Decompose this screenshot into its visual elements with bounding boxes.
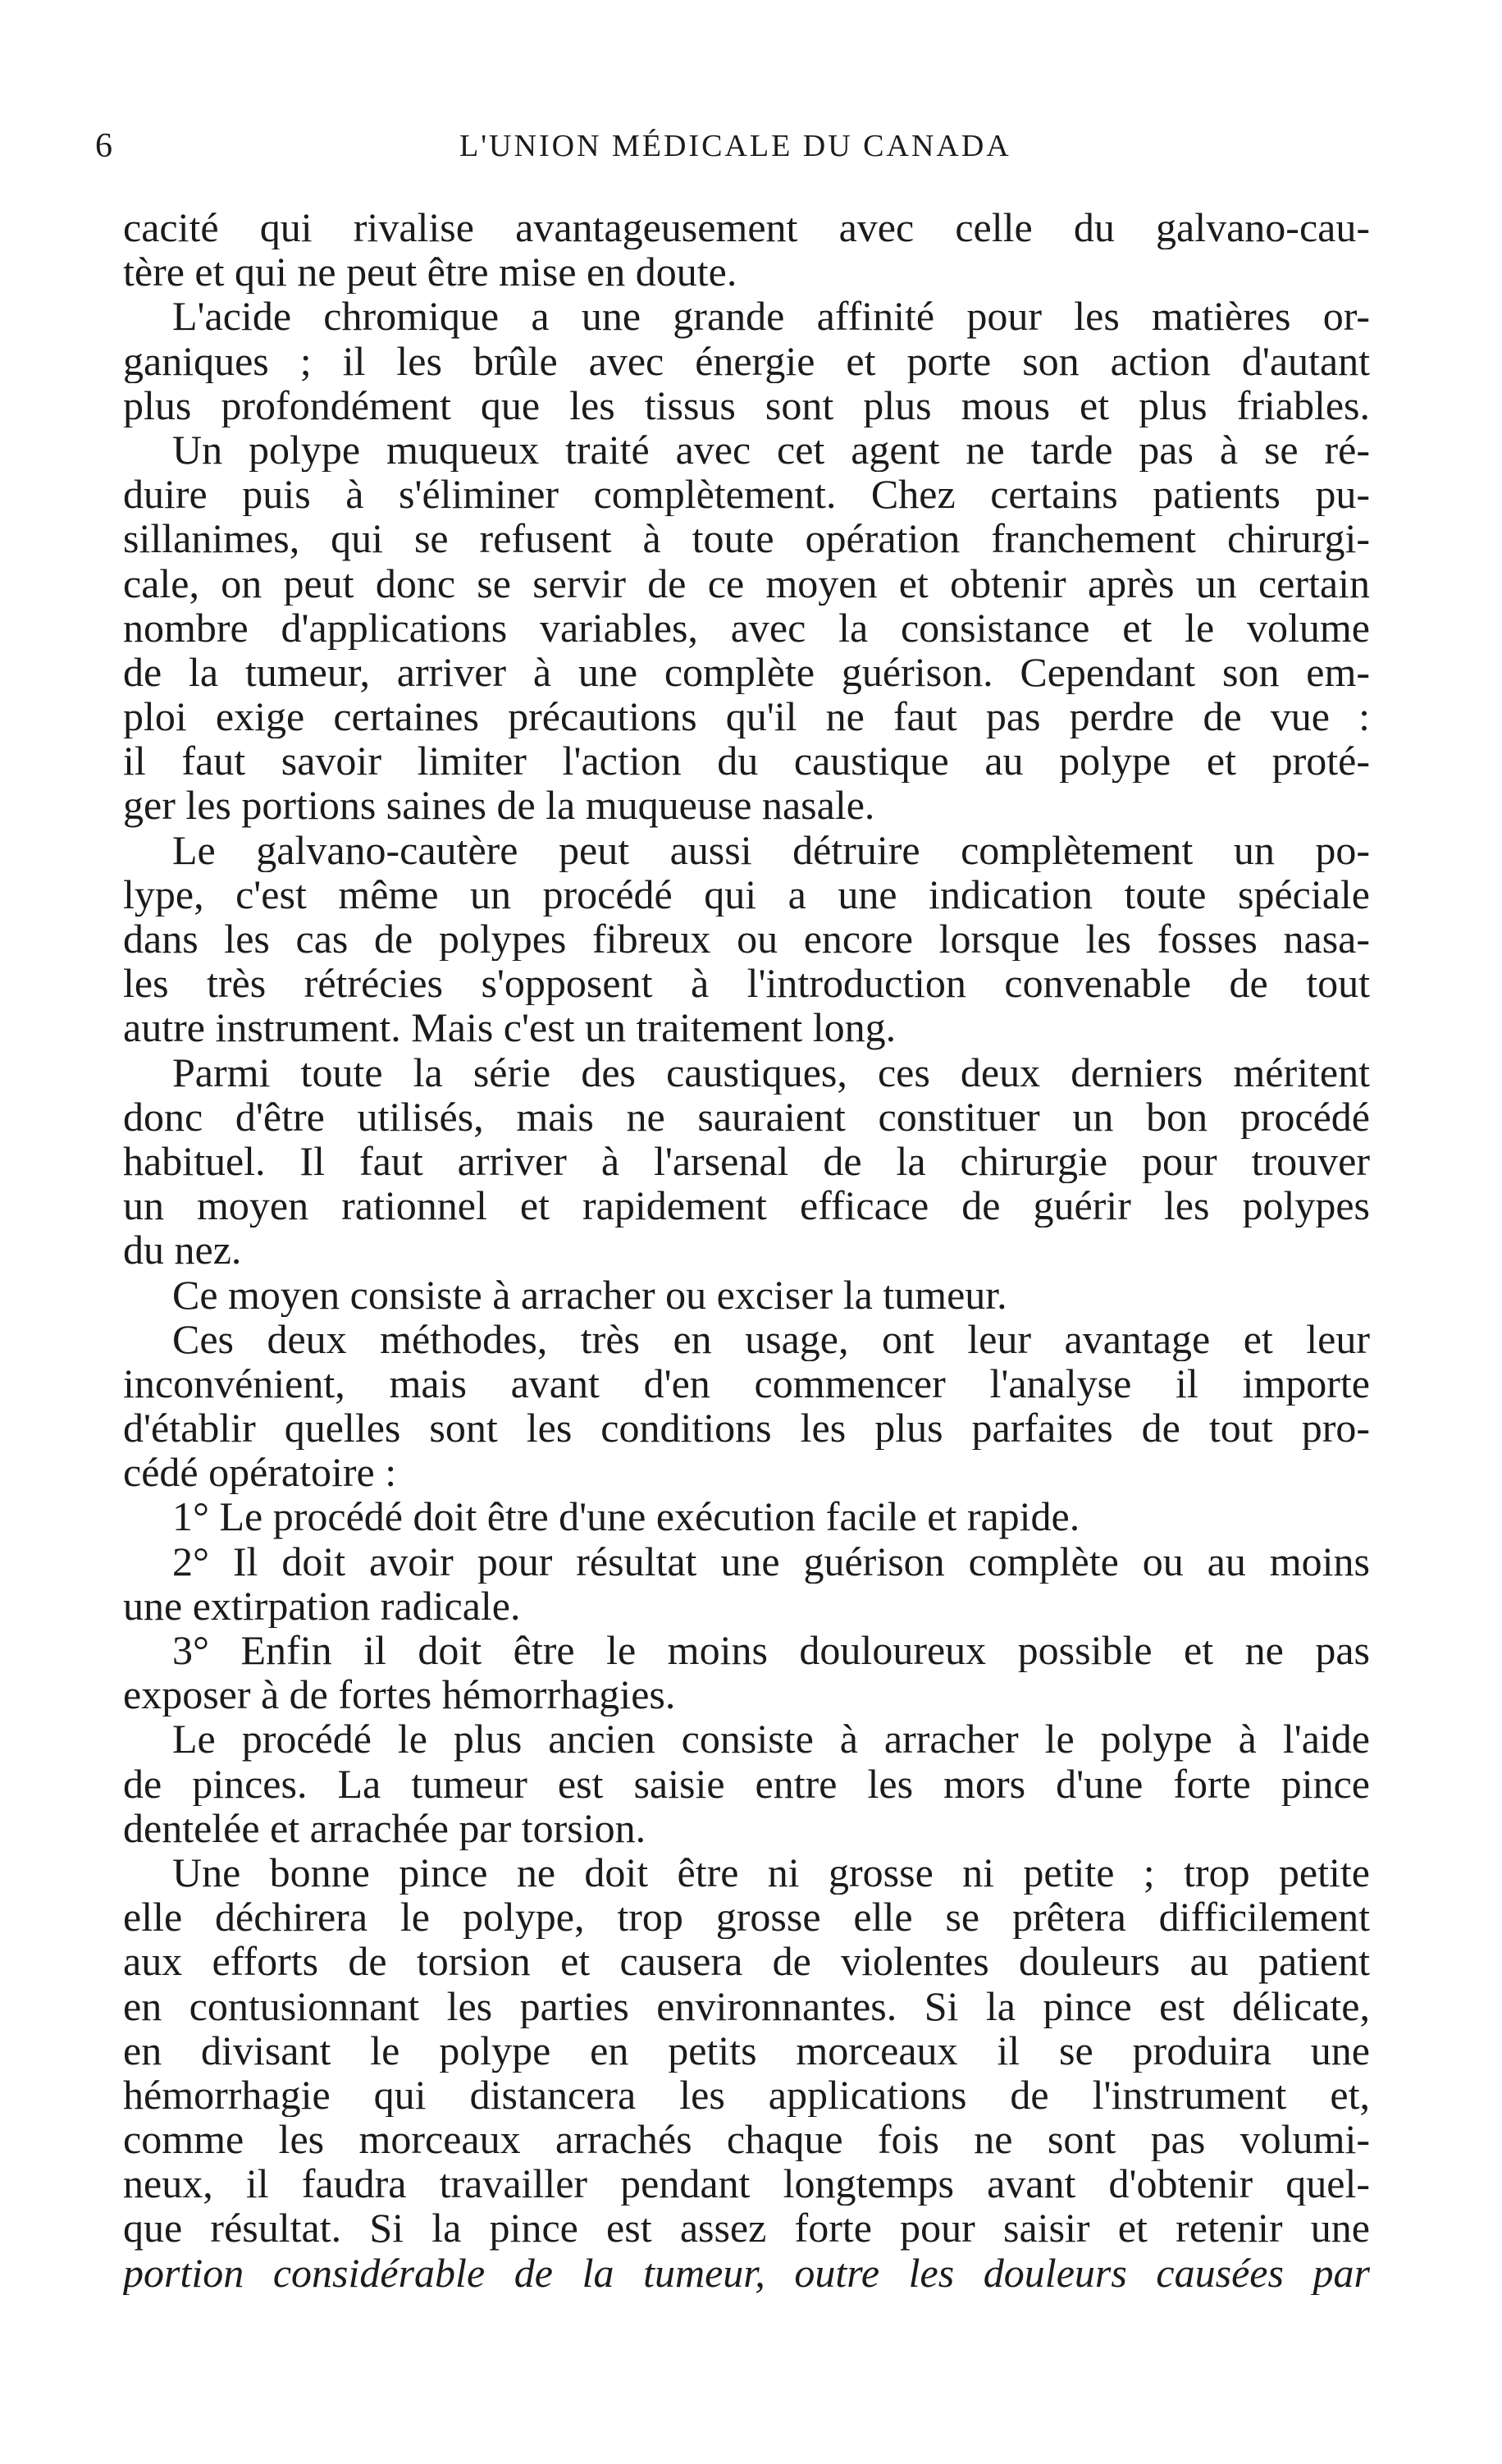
text-line: hémorrhagie qui distancera les applications de l'instrument et, bbox=[123, 2072, 1370, 2118]
running-head: L'UNION MÉDICALE DU CANADA bbox=[459, 129, 1011, 163]
text-line: de pinces. La tumeur est saisie entre les mors d'une forte pince bbox=[123, 1761, 1370, 1806]
text-line: Parmi toute la série des caustiques, ces deux derniers méritent bbox=[172, 1049, 1370, 1095]
text-line: donc d'être utilisés, mais ne sauraient constituer un bon procédé bbox=[123, 1094, 1370, 1139]
text-line: 2° Il doit avoir pour résultat une guérison complète ou au moins bbox=[172, 1538, 1370, 1584]
text-line: elle déchirera le polype, trop grosse elle se prêtera difficilement bbox=[123, 1895, 1370, 1940]
text-line: Un polype muqueux traité avec cet agent ne tarde pas à se ré- bbox=[172, 427, 1370, 473]
text-line: sillanimes, qui se refusent à toute opération franchement chirurgi- bbox=[123, 516, 1370, 561]
text-line: en divisant le polype en petits morceaux il se produira une bbox=[123, 2027, 1370, 2073]
text-line: aux efforts de torsion et causera de violentes douleurs au patient bbox=[123, 1939, 1370, 1984]
text-line: que résultat. Si la pince est assez forte pour saisir et retenir une bbox=[123, 2206, 1370, 2251]
text-line: cédé opératoire : bbox=[123, 1450, 397, 1495]
text-line: 3° Enfin il doit être le moins douloureux possible et ne pas bbox=[172, 1628, 1370, 1673]
text-line: les très rétrécies s'opposent à l'introduction convenable de tout bbox=[123, 961, 1370, 1006]
text-line: une extirpation radicale. bbox=[123, 1583, 521, 1628]
text-line: neux, il faudra travailler pendant longtemps avant d'obtenir quel- bbox=[123, 2161, 1370, 2206]
text-line: duire puis à s'éliminer complètement. Chez certains patients pu- bbox=[123, 472, 1370, 517]
text-line: ploi exige certaines précautions qu'il ne faut pas perdre de vue : bbox=[123, 694, 1370, 739]
text-line: comme les morceaux arrachés chaque fois ne sont pas volumi- bbox=[123, 2117, 1370, 2162]
text-line: un moyen rationnel et rapidement efficace de guérir les polypes bbox=[123, 1183, 1370, 1228]
text-line: de la tumeur, arriver à une complète guérison. Cependant son em- bbox=[123, 649, 1370, 695]
text-line: Ce moyen consiste à arracher ou exciser la tumeur. bbox=[172, 1272, 1007, 1317]
text-line: L'acide chromique a une grande affinité pour les matières or- bbox=[172, 294, 1370, 339]
text-line: Le galvano-cautère peut aussi détruire complètement un po- bbox=[172, 827, 1370, 872]
body-text bbox=[123, 205, 1370, 2295]
text-line: habituel. Il faut arriver à l'arsenal de la chirurgie pour trouver bbox=[123, 1138, 1370, 1184]
text-line: dans les cas de polypes fibreux ou encore lorsque les fosses nasa- bbox=[123, 917, 1370, 962]
text-line: plus profondément que les tissus sont plus mous et plus friables. bbox=[123, 382, 1370, 427]
text-line: il faut savoir limiter l'action du caustique au polype et proté- bbox=[123, 738, 1370, 784]
text-line: dentelée et arrachée par torsion. bbox=[123, 1805, 646, 1850]
text-line: inconvénient, mais avant d'en commencer l'analyse il importe bbox=[123, 1360, 1370, 1406]
text-line: nombre d'applications variables, avec la consistance et le volume bbox=[123, 605, 1370, 650]
text-line: ger les portions saines de la muqueuse nasale. bbox=[123, 783, 875, 828]
text-line: ganiques ; il les brûle avec énergie et porte son action d'autant bbox=[123, 338, 1370, 383]
text-line: Le procédé le plus ancien consiste à arracher le polype à l'aide bbox=[172, 1717, 1370, 1762]
text-line: cacité qui rivalise avantageusement avec celle du galvano-cau- bbox=[123, 205, 1370, 250]
text-line: exposer à de fortes hémorrhagies. bbox=[123, 1672, 676, 1717]
text-line: Une bonne pince ne doit être ni grosse ni petite ; trop petite bbox=[172, 1849, 1370, 1895]
text-line: lype, c'est même un procédé qui a une indication toute spéciale bbox=[123, 871, 1370, 917]
text-line: tère et qui ne peut être mise en doute. bbox=[123, 249, 737, 295]
text-line: en contusionnant les parties environnantes. Si la pince est délicate, bbox=[123, 1983, 1370, 2028]
text-line: d'établir quelles sont les conditions les plus parfaites de tout pro- bbox=[123, 1406, 1370, 1451]
text-line: Ces deux méthodes, très en usage, ont leur avantage et leur bbox=[172, 1316, 1370, 1361]
text-line: du nez. bbox=[123, 1227, 242, 1273]
page-header bbox=[0, 121, 1502, 171]
text-line: portion considérable de la tumeur, outre les douleurs causées par bbox=[123, 2250, 1370, 2295]
page-number: 6 bbox=[95, 127, 112, 165]
text-line: 1° Le procédé doit être d'une exécution facile et rapide. bbox=[172, 1494, 1080, 1539]
text-line: cale, on peut donc se servir de ce moyen et obtenir après un certain bbox=[123, 560, 1370, 606]
text-line: autre instrument. Mais c'est un traitement long. bbox=[123, 1005, 897, 1050]
